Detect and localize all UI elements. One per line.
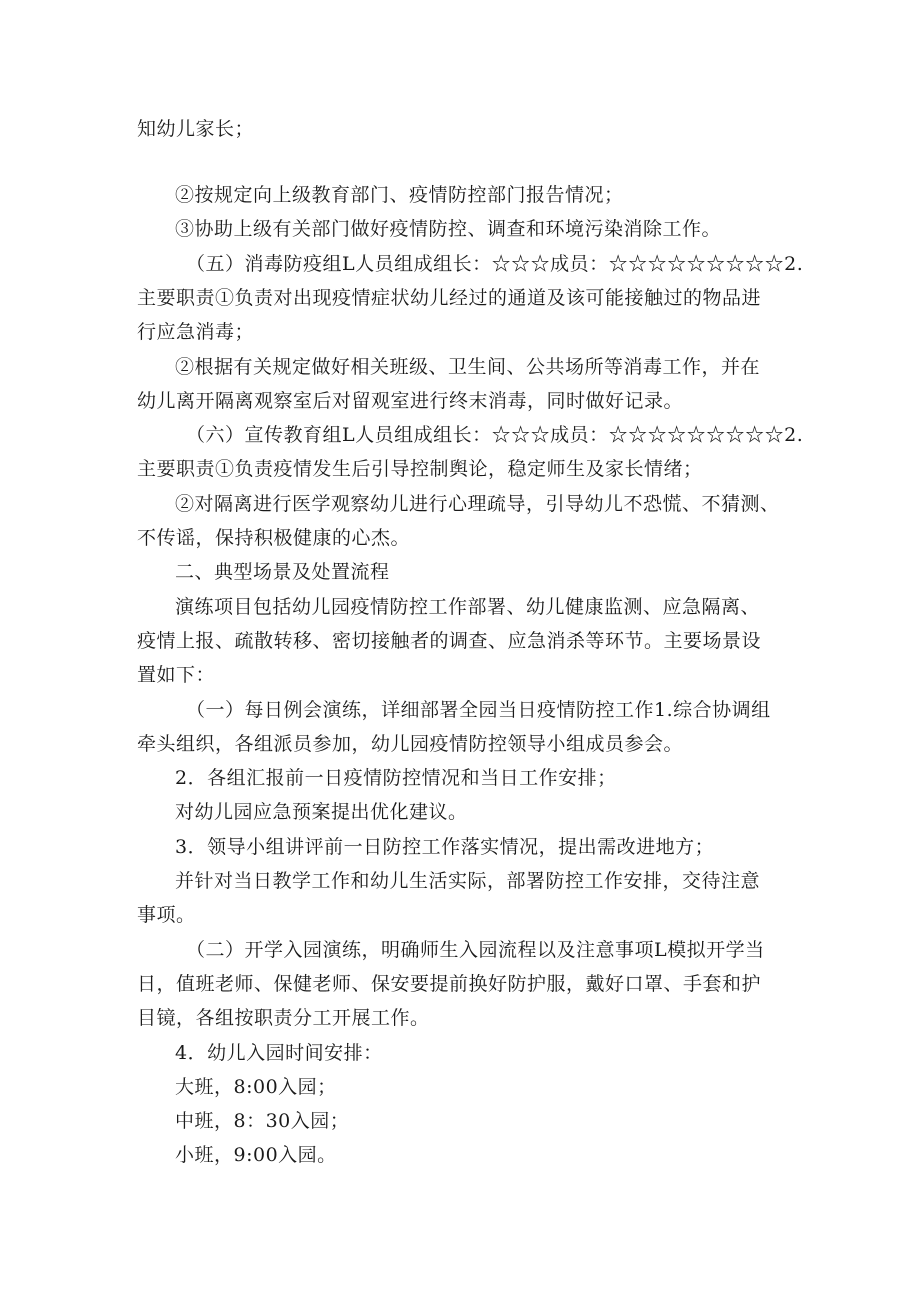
text-line: 小班，9:00入园。 [175,1144,337,1166]
text-line: 3．领导小组讲评前一日防控工作落实情况，提出需改进地方； [175,836,715,858]
text-line: 置如下： [137,664,216,686]
text-line: （五）消毒防疫组L人员组成组长：☆☆☆成员：☆☆☆☆☆☆☆☆☆2. [186,253,804,275]
text-line: 知幼儿家长； [137,118,255,140]
text-line: 中班，8：30入园； [175,1110,350,1132]
text-line: 牵头组织，各组派员参加，幼儿园疫情防控领导小组成员参会。 [137,733,684,755]
text-line: （二）开学入园演练，明确师生入园流程以及注意事项L模拟开学当 [186,939,765,961]
text-line: 不传谣，保持积极健康的心杰。 [137,527,411,549]
text-line: 对幼儿园应急预案提出优化建议。 [175,801,468,823]
text-line: 演练项目包括幼儿园疫情防控工作部署、幼儿健康监测、应急隔离、 [175,596,761,618]
text-line: （六）宣传教育组L人员组成组长：☆☆☆成员：☆☆☆☆☆☆☆☆☆2. [186,424,804,446]
text-line: 大班，8:00入园； [175,1076,337,1098]
text-line: 行应急消毒； [137,321,255,343]
text-line: 日，值班老师、保健老师、保安要提前换好防护服，戴好口罩、手套和护 [137,973,762,995]
text-line: 2．各组汇报前一日疫情防控情况和当日工作安排； [175,767,617,789]
text-line: 事项。 [137,904,196,926]
text-line: 主要职责①负责对出现疫情症状幼儿经过的通道及该可能接触过的物品进 [137,287,762,309]
text-line: 并针对当日教学工作和幼儿生活实际，部署防控工作安排，交待注意 [175,870,761,892]
section-heading: 二、典型场景及处置流程 [175,561,390,583]
text-line: ③协助上级有关部门做好疫情防控、调查和环境污染消除工作。 [175,218,722,240]
text-line: 目镜，各组按职责分工开展工作。 [137,1007,430,1029]
text-line: （一）每日例会演练，详细部署全园当日疫情防控工作1.综合协调组 [186,699,771,721]
text-line: 幼儿离开隔离观察室后对留观室进行终末消毒，同时做好记录。 [137,390,684,412]
text-line: 疫情上报、疏散转移、密切接触者的调查、应急消杀等环节。主要场景设 [137,630,762,652]
text-line: ②根据有关规定做好相关班级、卫生间、公共场所等消毒工作，并在 [175,356,761,378]
text-line: 主要职责①负责疫情发生后引导控制舆论，稳定师生及家长情绪； [137,458,703,480]
text-line: 4．幼儿入园时间安排： [175,1042,383,1064]
text-line: ②对隔离进行医学观察幼儿进行心理疏导，引导幼儿不恐慌、不猜测、 [175,493,780,515]
text-line: ②按规定向上级教育部门、疫情防控部门报告情况； [175,184,624,206]
